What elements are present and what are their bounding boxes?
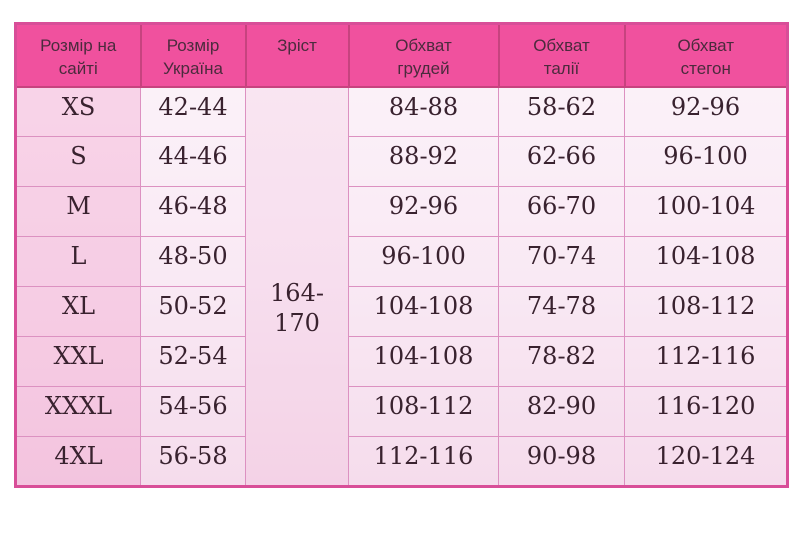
cell-site-size: XXL [16, 337, 141, 387]
header-size-ukraine-label: Розмір Україна [163, 36, 223, 78]
table-row-xl [16, 287, 788, 337]
cell-waist: 58-62 [499, 87, 625, 137]
header-height-label: Зріст [277, 36, 317, 55]
cell-site-size: S [16, 137, 141, 187]
header-chest [349, 24, 499, 87]
header-size-ukraine [141, 24, 246, 87]
table-body [16, 87, 788, 487]
cell-chest: 108-112 [349, 387, 499, 437]
cell-chest: 88-92 [349, 137, 499, 187]
cell-ukraine-size: 52-54 [141, 337, 246, 387]
cell-hips: 116-120 [625, 387, 788, 437]
cell-chest: 112-116 [349, 437, 499, 487]
header-waist [499, 24, 625, 87]
header-hips [625, 24, 788, 87]
cell-waist: 70-74 [499, 237, 625, 287]
header-chest-label: Обхват грудей [395, 36, 452, 78]
cell-ukraine-size: 42-44 [141, 87, 246, 137]
header-size-site [16, 24, 141, 87]
cell-height-merged: 164-170 [246, 87, 349, 487]
table-row-l [16, 237, 788, 287]
table-row-m [16, 187, 788, 237]
table-header [16, 24, 788, 87]
cell-ukraine-size: 56-58 [141, 437, 246, 487]
cell-chest: 96-100 [349, 237, 499, 287]
header-height [246, 24, 349, 87]
cell-ukraine-size: 48-50 [141, 237, 246, 287]
cell-hips: 108-112 [625, 287, 788, 337]
cell-hips: 96-100 [625, 137, 788, 187]
cell-hips: 104-108 [625, 237, 788, 287]
cell-site-size: L [16, 237, 141, 287]
cell-chest: 84-88 [349, 87, 499, 137]
cell-site-size: 4XL [16, 437, 141, 487]
cell-waist: 62-66 [499, 137, 625, 187]
header-hips-label: Обхват стегон [677, 36, 735, 78]
cell-ukraine-size: 44-46 [141, 137, 246, 187]
cell-ukraine-size: 54-56 [141, 387, 246, 437]
cell-waist: 82-90 [499, 387, 625, 437]
table-row-xxxl [16, 387, 788, 437]
table-row-s [16, 137, 788, 187]
cell-hips: 100-104 [625, 187, 788, 237]
cell-chest: 104-108 [349, 287, 499, 337]
cell-hips: 120-124 [625, 437, 788, 487]
cell-ukraine-size: 46-48 [141, 187, 246, 237]
cell-site-size: XS [16, 87, 141, 137]
cell-waist: 90-98 [499, 437, 625, 487]
cell-waist: 78-82 [499, 337, 625, 387]
cell-hips: 112-116 [625, 337, 788, 387]
header-size-site-label: Розмір на сайті [40, 36, 117, 78]
table-row-4xl [16, 437, 788, 487]
table-row-xxl [16, 337, 788, 387]
cell-chest: 104-108 [349, 337, 499, 387]
cell-ukraine-size: 50-52 [141, 287, 246, 337]
cell-site-size: M [16, 187, 141, 237]
cell-hips: 92-96 [625, 87, 788, 137]
cell-waist: 74-78 [499, 287, 625, 337]
cell-chest: 92-96 [349, 187, 499, 237]
header-row [16, 24, 788, 87]
size-chart-table [14, 22, 789, 488]
table-row-xs [16, 87, 788, 137]
cell-site-size: XL [16, 287, 141, 337]
cell-site-size: XXXL [16, 387, 141, 437]
cell-waist: 66-70 [499, 187, 625, 237]
header-waist-label: Обхват талії [533, 36, 590, 78]
